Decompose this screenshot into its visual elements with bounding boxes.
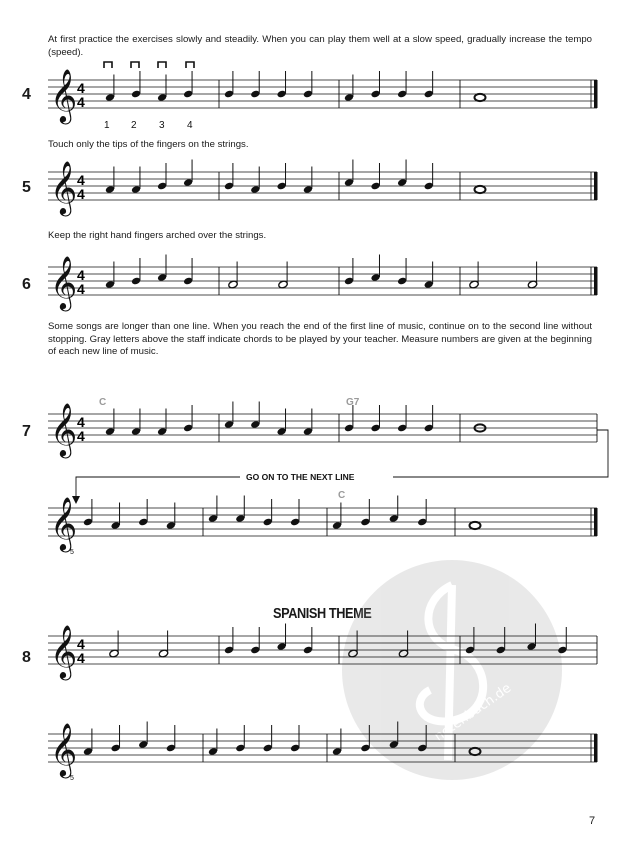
treble-clef: 𝄞 [50, 160, 78, 214]
final-barline-thick [594, 172, 598, 200]
instruction-paragraph-2: Touch only the tips of the fingers on the strings. [48, 139, 249, 150]
fingering-number: 4 [187, 120, 193, 131]
fingering-number: 2 [131, 120, 137, 131]
time-signature-top: 4 [77, 636, 85, 652]
treble-clef: 𝄞 [50, 255, 78, 309]
final-barline-thick [594, 508, 598, 536]
exercise-number-7: 7 [22, 423, 31, 440]
watermark-text: notenbuch.de [431, 680, 515, 745]
time-signature-bottom: 4 [77, 428, 85, 444]
instruction-paragraph-3: Keep the right hand fingers arched over the strings. [48, 230, 267, 241]
treble-clef: 𝄞 [50, 722, 78, 776]
exercise-number-8: 8 [22, 649, 31, 666]
treble-clef: 𝄞 [50, 496, 78, 550]
time-signature-top: 4 [77, 80, 85, 96]
treble-clef: 𝄞 [50, 624, 78, 678]
down-bow-mark [158, 62, 166, 68]
time-signature-bottom: 4 [77, 94, 85, 110]
fingering-number: 3 [159, 120, 165, 131]
measure-number: 5 [70, 775, 74, 782]
treble-clef: 𝄞 [50, 402, 78, 456]
time-signature-bottom: 4 [77, 186, 85, 202]
time-signature-top: 4 [77, 414, 85, 430]
time-signature-bottom: 4 [77, 650, 85, 666]
exercise-number-5: 5 [22, 179, 31, 196]
time-signature-bottom: 4 [77, 281, 85, 297]
time-signature-top: 4 [77, 172, 85, 188]
down-bow-mark [104, 62, 112, 68]
chord-symbol: C [338, 490, 346, 501]
exercise-number-4: 4 [22, 86, 31, 103]
down-bow-mark [186, 62, 194, 68]
down-bow-mark [131, 62, 139, 68]
fingering-number: 1 [104, 120, 110, 131]
chord-symbol: G7 [346, 397, 360, 408]
whole-note [470, 522, 481, 529]
go-on-label: GO ON TO THE NEXT LINE [246, 472, 355, 482]
final-barline-thick [594, 267, 598, 295]
instruction-paragraph-4: Some songs are longer than one line. When you reach the end of the first line of music, continue on to the second line without stopping. Gray letters above the staff indicate chords to be played by your teacher. Measure numbers are given at the beginning of each new line of music. [48, 321, 592, 358]
final-barline-thick [594, 734, 598, 762]
chord-symbol: C [99, 397, 107, 408]
song-title: SPANISH THEME [273, 605, 372, 622]
continuation-connector [393, 430, 608, 477]
treble-clef: 𝄞 [50, 68, 78, 122]
whole-note [475, 186, 486, 193]
page-number: 7 [589, 815, 596, 827]
continuation-connector [76, 477, 240, 500]
measure-number: 5 [70, 549, 74, 556]
final-barline-thick [594, 80, 598, 108]
whole-note [475, 94, 486, 101]
instruction-paragraph-1: At first practice the exercises slowly and steadily. When you can play them well at a slow speed, gradually increase the tempo (speed). [48, 34, 592, 58]
time-signature-top: 4 [77, 267, 85, 283]
exercise-number-6: 6 [22, 276, 31, 293]
watermark-logo [342, 560, 562, 780]
